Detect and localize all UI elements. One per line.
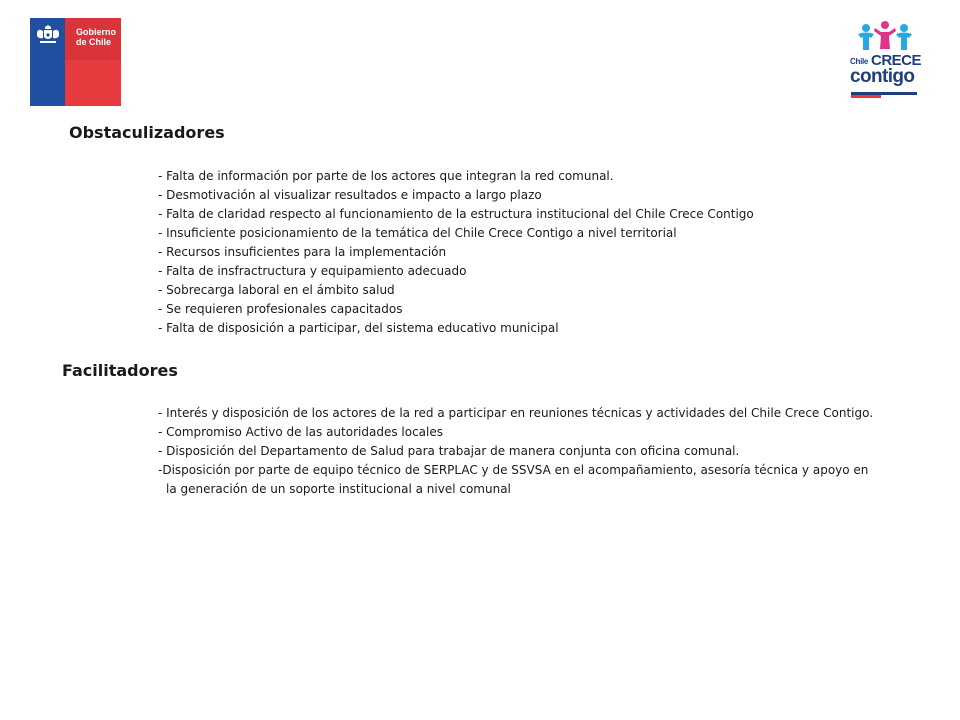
facilitadores-heading: Facilitadores [62,361,178,380]
logo-chile-word: Chile [850,57,869,66]
chile-crece-contigo-logo [848,20,922,100]
list-item: - Falta de insfractructura y equipamiento adecuado [158,264,467,278]
list-item: - Interés y disposición de los actores de la red a participar en reuniones técnicas y actividades del Chile Crece Contigo. [158,406,874,420]
gobierno-logo-line2: de Chile [76,37,112,47]
list-item: - Falta de claridad respecto al funcionamiento de la estructura institucional del Chile Crece Contigo [158,207,754,221]
list-item: - Insuficiente posicionamiento de la temática del Chile Crece Contigo a nivel territorial [158,226,677,240]
facilitadores-list [158,404,898,499]
children-figures-icon [854,20,916,54]
list-item: - Compromiso Activo de las autoridades locales [158,425,443,439]
chile-coat-of-arms-icon [35,24,61,46]
list-item: - Disposición del Departamento de Salud para trabajar de manera conjunta con oficina comunal. [158,444,740,458]
logo-contigo-word: contigo [850,66,915,87]
list-item: - Falta de disposición a participar, del sistema educativo municipal [158,321,559,335]
obstaculizadores-list [158,167,754,338]
list-item: - Falta de información por parte de los actores que integran la red comunal. [158,169,614,183]
gobierno-logo-line1: Gobierno [76,27,116,37]
list-item: -Disposición por parte de equipo técnico de SERPLAC y de SSVSA en el acompañamiento, asesoría técnica y apoyo en la generación de un soporte institucional a nivel comunal [158,463,869,496]
obstaculizadores-heading: Obstaculizadores [69,123,225,142]
logo-crece-word: CRECE [871,52,922,69]
list-item: - Se requieren profesionales capacitados [158,302,403,316]
list-item: - Recursos insuficientes para la implementación [158,245,447,259]
list-item: - Desmotivación al visualizar resultados e impacto a largo plazo [158,188,542,202]
list-item: - Sobrecarga laboral en el ámbito salud [158,283,395,297]
gobierno-de-chile-logo [30,18,121,106]
